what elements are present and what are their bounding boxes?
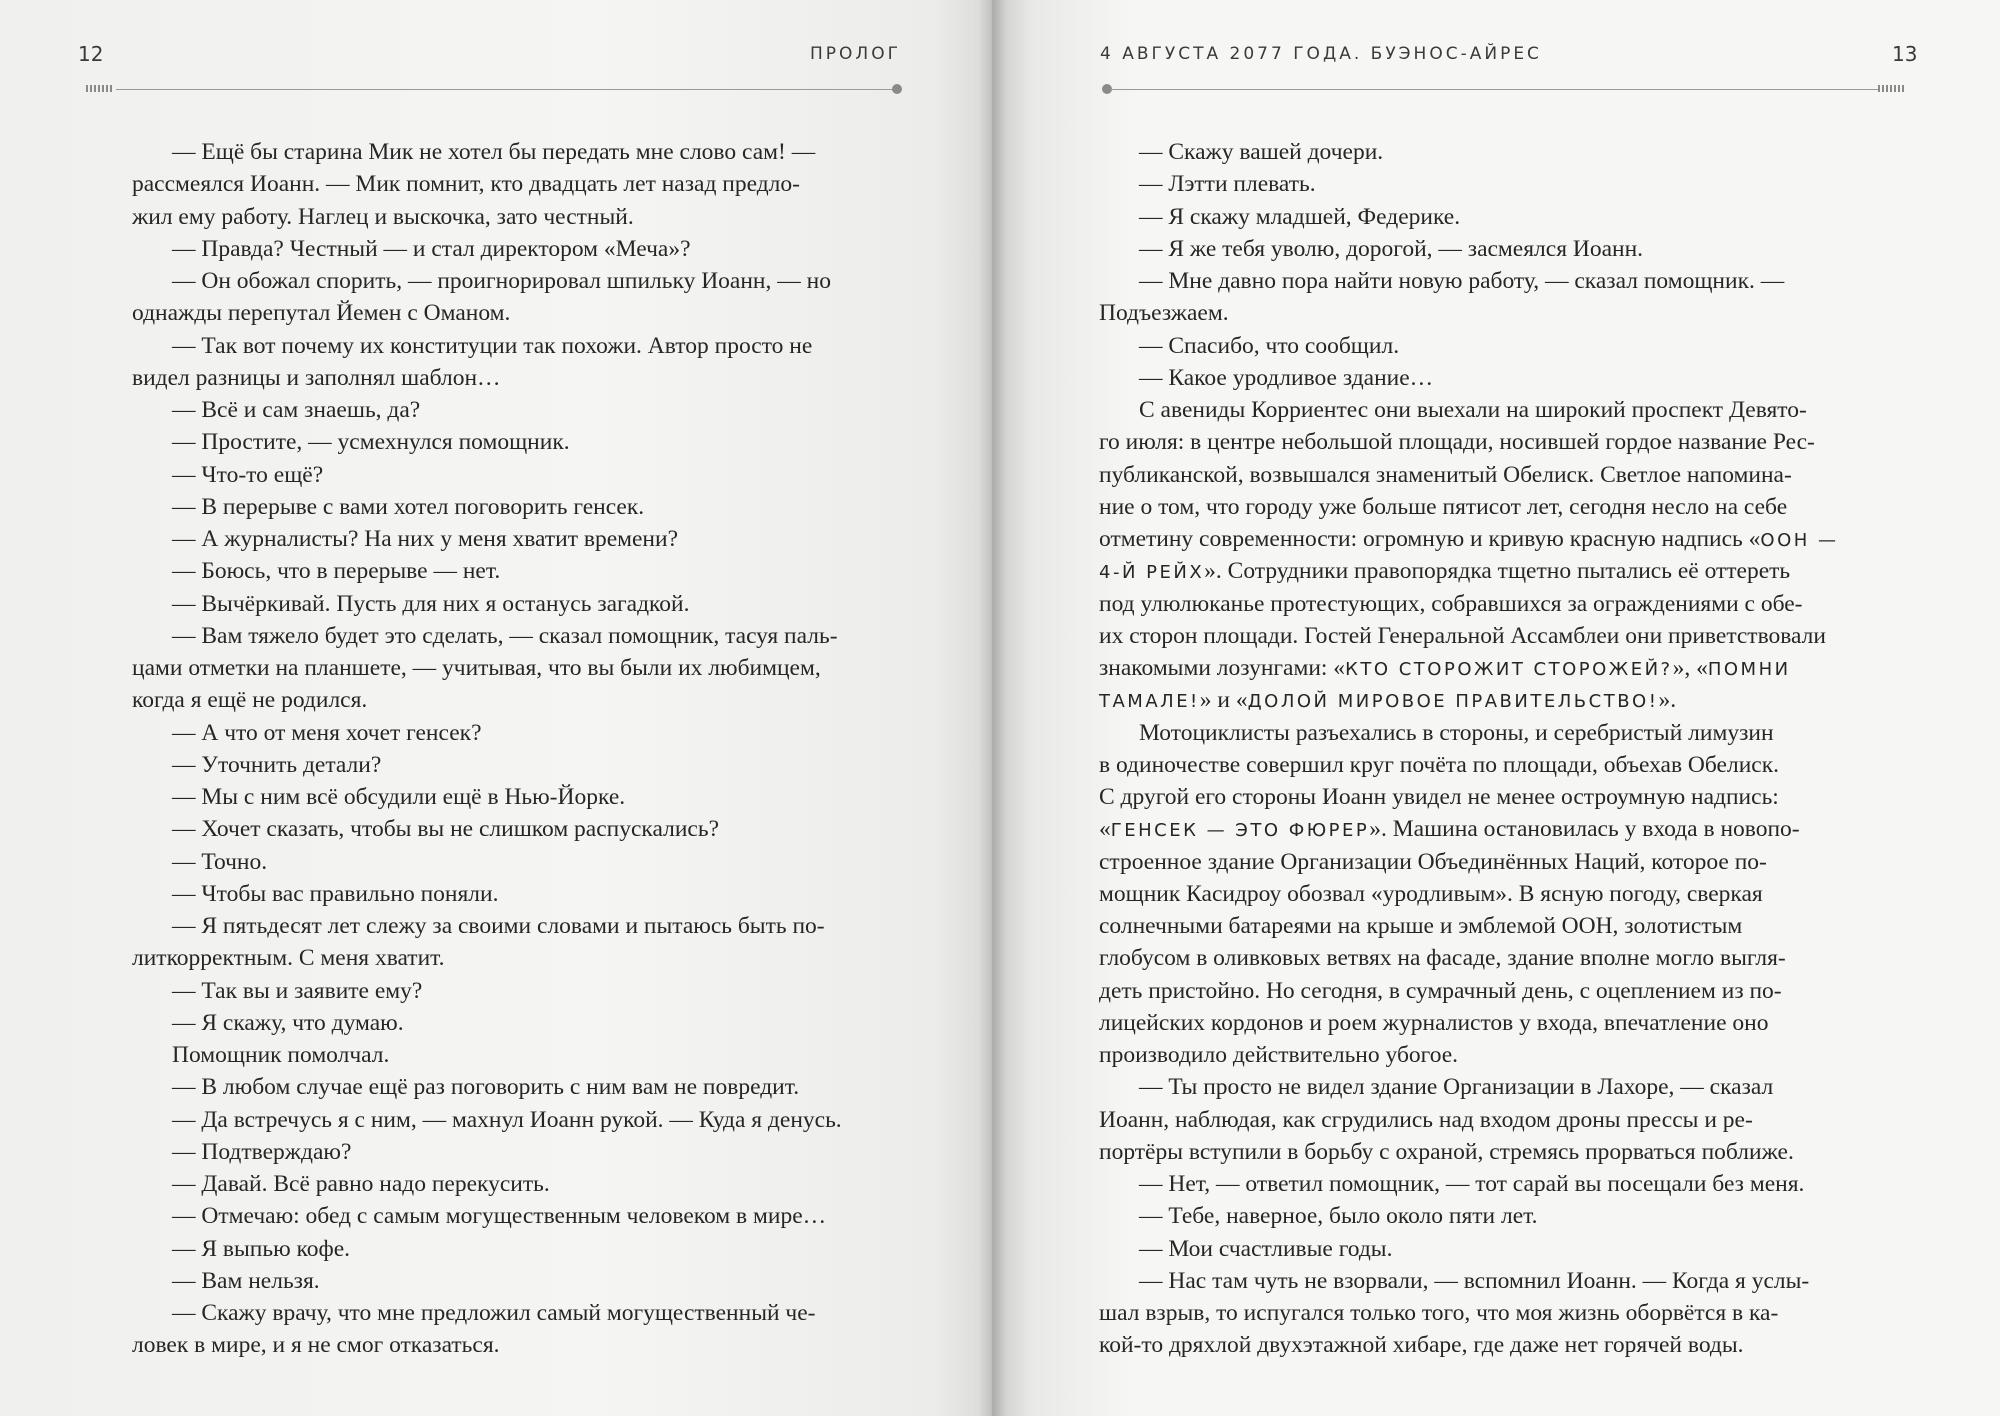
text-line (132, 523, 842, 555)
text-line (132, 652, 842, 684)
text-line (1099, 136, 1839, 168)
text-line (1099, 555, 1839, 587)
text-span: — Правда? Честный — и стал директором «Меча»? (172, 235, 691, 262)
text-span: — Я выпью кофе. (172, 1235, 351, 1262)
text-span: видел разницы и заполнял шаблон… (132, 364, 501, 391)
text-line (1099, 910, 1839, 942)
text-line (1099, 846, 1839, 878)
text-line (1099, 878, 1839, 910)
text-line (132, 717, 842, 749)
text-span: ловек в мире, и я не смог отказаться. (132, 1332, 500, 1359)
text-span: жил ему работу. Наглец и выскочка, зато честный. (132, 203, 634, 230)
text-line (1099, 620, 1839, 652)
text-span: — А журналисты? На них у меня хватит времени? (172, 526, 679, 552)
text-line (132, 749, 842, 781)
text-span: — Я скажу, что думаю. (172, 1009, 404, 1036)
text-span: — В любом случае ещё раз поговорить с ним вам не повредит. (172, 1074, 800, 1101)
text-line (1099, 1071, 1839, 1103)
text-line (132, 233, 842, 265)
text-line (1099, 942, 1839, 974)
page-number-left: 12 (78, 42, 104, 66)
text-span: — В перерыве с вами хотел поговорить генсек. (172, 493, 645, 520)
text-span: — Подтверждаю? (172, 1138, 352, 1165)
smallcaps-span: ДОЛОЙ МИРОВОЕ ПРАВИТЕЛЬСТВО! (1247, 691, 1659, 713)
text-line (132, 1233, 842, 1265)
text-span: — Нас там чуть не взорвали, — вспомнил Иоанн. — Когда я услы- (1139, 1267, 1810, 1294)
text-span: строенное здание Организации Объединённых Наций, которое по- (1099, 848, 1767, 875)
text-line (1099, 1168, 1839, 1200)
text-span: — Уточнить детали? (172, 751, 382, 778)
text-span: Подъезжаем. (1099, 300, 1229, 327)
text-span: — Что-то ещё? (172, 461, 324, 488)
text-span: ». (1658, 687, 1677, 714)
text-line (132, 620, 842, 652)
text-span: — Он обожал спорить, — проигнорировал шпильку Иоанн, — но (172, 268, 831, 294)
text-line (1099, 362, 1839, 394)
right-page (992, 0, 2000, 1416)
text-span: », « (1672, 655, 1708, 681)
text-line (1099, 426, 1839, 458)
smallcaps-span: ГЕНСЕК — ЭТО ФЮРЕР (1110, 820, 1370, 842)
text-span: — Давай. Всё равно надо перекусить. (172, 1171, 550, 1197)
text-line (132, 878, 842, 910)
text-line (132, 362, 842, 394)
text-line (132, 330, 842, 362)
text-span: когда я ещё не родился. (132, 687, 368, 714)
text-span: Иоанн, наблюдая, как сгрудились над входом дроны прессы и ре- (1099, 1106, 1753, 1133)
text-span: — Лэтти плевать. (1139, 171, 1316, 198)
text-line (132, 588, 842, 620)
text-line (1099, 201, 1839, 233)
text-line (132, 1200, 842, 1232)
text-line (1099, 297, 1839, 329)
text-span: — А что от меня хочет генсек? (172, 719, 482, 746)
left-page-text (132, 136, 842, 1362)
text-line (132, 813, 842, 845)
smallcaps-span: ТАМАЛЕ! (1099, 691, 1200, 713)
rule-cap-left (86, 85, 114, 92)
text-line (132, 555, 842, 587)
text-line (1099, 1136, 1839, 1168)
text-span: — Скажу вашей дочери. (1139, 139, 1384, 165)
book-gutter (978, 0, 1006, 1416)
text-line (1099, 717, 1839, 749)
text-line (132, 1071, 842, 1103)
text-span: Мотоциклисты разъехались в стороны, и серебристый лимузин (1139, 719, 1774, 746)
text-line (1099, 233, 1839, 265)
text-span: солнечными батареями на крыше и эмблемой ООН, золотистым (1099, 913, 1743, 939)
text-span: литкорректным. С меня хватит. (132, 945, 445, 972)
text-line (1099, 168, 1839, 200)
text-line (132, 459, 842, 491)
text-line (132, 1104, 842, 1136)
text-span: — Отмечаю: обед с самым могущественным человеком в мире… (172, 1203, 827, 1230)
text-span: — Боюсь, что в перерыве — нет. (172, 558, 501, 585)
text-line (1099, 523, 1839, 555)
text-span: — Тебе, наверное, было около пяти лет. (1139, 1203, 1538, 1230)
text-line (1099, 1329, 1839, 1361)
text-line (1099, 975, 1839, 1007)
text-line (132, 491, 842, 523)
text-span: — Ещё бы старина Мик не хотел бы передать мне слово сам! — (172, 139, 816, 165)
text-span: мощник Касидроу обозвал «уродливым». В ясную погоду, сверкая (1099, 880, 1763, 907)
text-span: — Какое уродливое здание… (1139, 364, 1434, 391)
running-head-right: 4 АВГУСТА 2077 ГОДА. БУЭНОС-АЙРЕС (1100, 44, 1542, 64)
text-span: — Спасибо, что сообщил. (1139, 332, 1400, 359)
text-line (132, 201, 842, 233)
text-line (132, 1039, 842, 1071)
text-span: под улюлюканье протестующих, собравшихся за ограждениями с обе- (1099, 590, 1803, 617)
text-line (1099, 588, 1839, 620)
text-line (132, 846, 842, 878)
text-span: — Скажу врачу, что мне предложил самый могущественный че- (172, 1300, 816, 1326)
rule-dot-left (892, 84, 902, 94)
text-line (1099, 459, 1839, 491)
text-line (1099, 684, 1839, 716)
text-span: шал взрыв, то испугался только того, что моя жизнь оборвётся в ка- (1099, 1300, 1779, 1326)
text-line (1099, 265, 1839, 297)
text-span: го июля: в центре небольшой площади, носившей гордое название Рес- (1099, 429, 1815, 456)
text-span: ние о том, что городу уже больше пятисот лет, сегодня несло на себе (1099, 493, 1788, 520)
text-span: С авениды Корриентес они выехали на широкий проспект Девято- (1139, 397, 1807, 423)
smallcaps-span: ООН — (1760, 530, 1839, 551)
text-span: — Нет, — ответил помощник, — тот сарай вы посещали без меня. (1139, 1171, 1805, 1197)
text-line (1099, 749, 1839, 781)
text-line (1099, 394, 1839, 426)
text-line (1099, 1200, 1839, 1232)
text-line (132, 168, 842, 200)
text-span: ». Сотрудники правопорядка тщетно пытались её оттереть (1204, 558, 1791, 585)
text-span: однажды перепутал Йемен с Оманом. (132, 300, 511, 327)
text-line (132, 136, 842, 168)
text-line (1099, 1007, 1839, 1039)
text-span: Помощник помолчал. (172, 1042, 390, 1068)
left-page (0, 0, 992, 1416)
text-span: публиканской, возвышался знаменитый Обелиск. Светлое напомина- (1099, 461, 1792, 488)
smallcaps-span: 4-Й РЕЙХ (1099, 562, 1205, 584)
text-span: — Мне давно пора найти новую работу, — сказал помощник. — (1139, 268, 1785, 294)
page-number-right: 13 (1892, 42, 1918, 66)
text-span: — Я пятьдесят лет слежу за своими словами и пытаюсь быть по- (172, 913, 825, 939)
text-span: кой-то дряхлой двухэтажной хибаре, где даже нет горячей воды. (1099, 1332, 1744, 1359)
text-line (132, 1168, 842, 1200)
text-line (1099, 491, 1839, 523)
text-span: — Я скажу младшей, Федерике. (1139, 203, 1461, 230)
text-span: — Точно. (172, 848, 268, 875)
text-span: — Мои счастливые годы. (1139, 1235, 1393, 1262)
text-line (132, 297, 842, 329)
text-span: — Вам нельзя. (172, 1267, 320, 1294)
text-span: лицейских кордонов и роем журналистов у входа, впечатление оно (1099, 1009, 1769, 1036)
text-span: знакомыми лозунгами: « (1099, 655, 1346, 681)
text-span: — Простите, — усмехнулся помощник. (172, 429, 570, 456)
text-line (132, 394, 842, 426)
text-span: — Всё и сам знаешь, да? (172, 397, 421, 423)
text-span: отметину современности: огромную и кривую красную надпись « (1099, 526, 1761, 552)
text-span: производило действительно убогое. (1099, 1042, 1459, 1068)
text-line (1099, 330, 1839, 362)
text-span: — Мы с ним всё обсудили ещё в Нью-Йорке. (172, 784, 626, 810)
text-span: — Ты просто не видел здание Организации в Лахоре, — сказал (1139, 1074, 1774, 1101)
text-span: « (1099, 816, 1111, 843)
text-span: их сторон площади. Гостей Генеральной Ассамблеи они приветствовали (1099, 622, 1826, 649)
text-line (1099, 1297, 1839, 1329)
text-line (132, 1297, 842, 1329)
text-line (132, 910, 842, 942)
header-rule-left (116, 89, 894, 90)
text-span: ». Машина остановилась у входа в новопо- (1369, 816, 1800, 843)
text-span: » и « (1199, 687, 1248, 714)
text-span: в одиночестве совершил круг почёта по площади, объехав Обелиск. (1099, 751, 1780, 778)
text-span: глобусом в оливковых ветвях на фасаде, здание вполне могло выгля- (1099, 945, 1786, 972)
text-span: деть пристойно. Но сегодня, в сумрачный день, с оцеплением из по- (1099, 977, 1782, 1004)
right-page-text (1099, 136, 1839, 1362)
text-span: — Вам тяжело будет это сделать, — сказал помощник, тасуя паль- (172, 622, 838, 649)
text-line (1099, 652, 1839, 684)
text-span: С другой его стороны Иоанн увидел не менее остроумную надпись: (1099, 784, 1779, 810)
text-line (132, 426, 842, 458)
text-line (132, 1329, 842, 1361)
header-rule-right (1110, 89, 1878, 90)
text-line (1099, 813, 1839, 845)
text-line (1099, 1233, 1839, 1265)
text-span: цами отметки на планшете, — учитывая, что вы были их любимцем, (132, 655, 821, 681)
text-line (132, 1007, 842, 1039)
text-line (132, 265, 842, 297)
text-span: — Так вы и заявите ему? (172, 977, 423, 1004)
text-line (132, 1265, 842, 1297)
text-span: — Чтобы вас правильно поняли. (172, 880, 499, 907)
text-span: — Я же тебя уволю, дорогой, — засмеялся Иоанн. (1139, 235, 1644, 262)
text-span: — Так вот почему их конституции так похожи. Автор просто не (172, 332, 813, 359)
running-head-left: ПРОЛОГ (810, 44, 901, 64)
text-line (1099, 781, 1839, 813)
smallcaps-span: КТО СТОРОЖИТ СТОРОЖЕЙ? (1345, 659, 1673, 680)
text-span: — Хочет сказать, чтобы вы не слишком распускались? (172, 816, 720, 843)
text-line (132, 781, 842, 813)
text-line (132, 942, 842, 974)
text-span: — Вычёркивай. Пусть для них я останусь загадкой. (172, 590, 690, 617)
text-span: портёры вступили в борьбу с охраной, стремясь прорваться поближе. (1099, 1138, 1794, 1165)
text-line (132, 1136, 842, 1168)
text-line (1099, 1265, 1839, 1297)
text-line (132, 684, 842, 716)
text-line (1099, 1039, 1839, 1071)
text-span: — Да встречусь я с ним, — махнул Иоанн рукой. — Куда я денусь. (172, 1106, 842, 1133)
smallcaps-span: ПОМНИ (1707, 659, 1791, 680)
rule-cap-right (1878, 85, 1906, 92)
text-line (132, 975, 842, 1007)
text-span: рассмеялся Иоанн. — Мик помнит, кто двадцать лет назад предло- (132, 171, 800, 198)
text-line (1099, 1104, 1839, 1136)
